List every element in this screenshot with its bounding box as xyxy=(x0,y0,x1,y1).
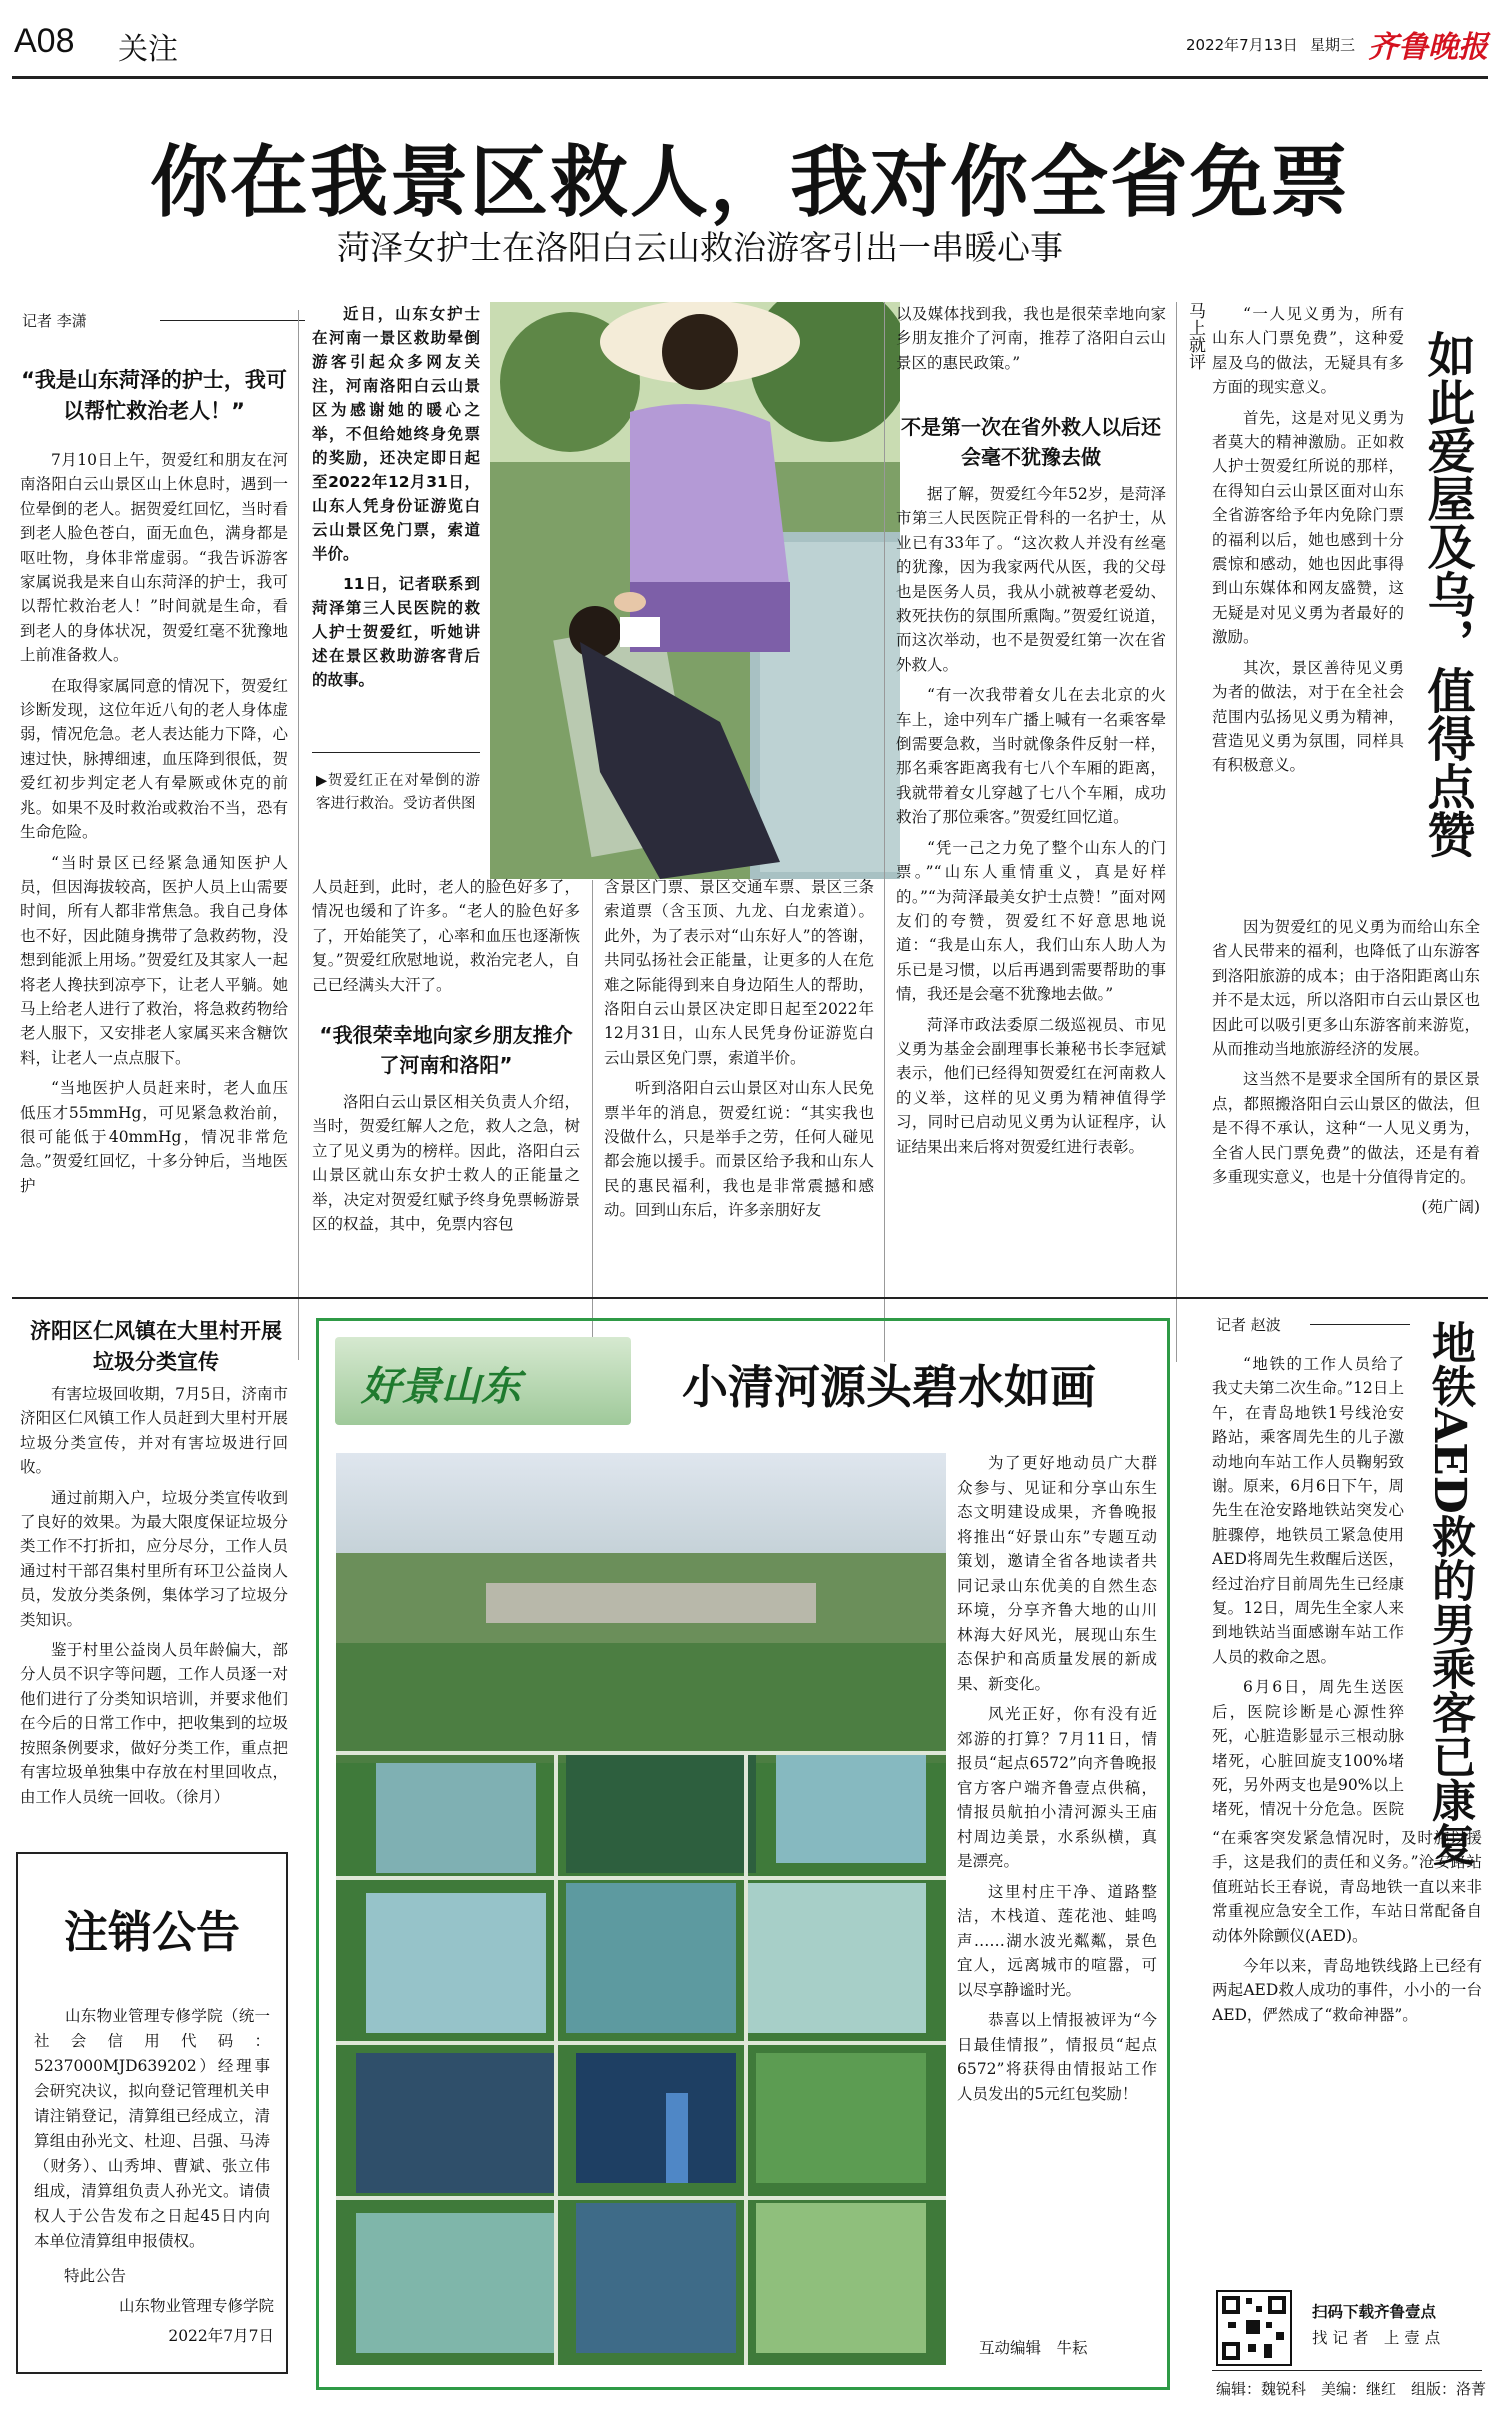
issue-weekday: 星期三 xyxy=(1310,36,1356,54)
main-col4-p2: 据了解，贺爱红今年52岁，是菏泽市第三人民医院正骨科的一名护士，从业已有33年了。“这次救人并没有丝毫的犹豫，因为我家两代从医，我的父母也是医务人员，我从小就被尊老爱幼、救死扶伤的氛围所熏陶。”贺爱红说道，而这次举动，也不是贺爱红第一次在省外救人。 xyxy=(896,485,1166,674)
scenery-headline: 小清河源头碧水如画 xyxy=(682,1360,1096,1414)
garbage-p1: 有害垃圾回收期，7月5日，济南市济阳区仁风镇工作人员赶到大里村开展垃圾分类宣传，并对有害垃圾进行回收。 xyxy=(20,1385,288,1477)
commentary-p3: 其次，景区善待见义勇为者的做法，对于在全社会范围内弘扬见义勇为精神，营造见义勇为氛围，同样具有积极意义。 xyxy=(1212,658,1404,775)
commentary-headline-text: 如此爱屋及乌，值得点赞 xyxy=(1419,330,1475,858)
commentary-p1: “一人见义勇为，所有山东人门票免费”，这种爱屋及乌的做法，无疑具有多方面的现实意义。 xyxy=(1212,305,1404,397)
notice-org: 山东物业管理专修学院 xyxy=(118,2297,274,2315)
scenery-p1: 为了更好地动员广大群众参与、见证和分享山东生态文明建设成果，齐鲁晚报将推出“好景山东”专题互动策划，邀请全省各地读者共同记录山东优美的自然生态环境，分享齐鲁大地的山川林海大好风光，展现山东生态保护和高质量发展的新成果、新变化。 xyxy=(957,1454,1157,1693)
upper-section-rule xyxy=(12,1297,1488,1299)
issue-date: 2022年7月13日 xyxy=(1186,36,1298,54)
scenery-box xyxy=(316,1318,1170,2390)
commentary-author: (苑广阔) xyxy=(1421,1198,1480,1217)
main-col1-p4: “当地医护人员赶来时，老人血压低压才55mmHg，可见紧急救治前，很可能低于40mmHg，情况非常危急。”贺爱红回忆，十多分钟后，当地医护 xyxy=(20,1079,288,1195)
scenery-logo-banner xyxy=(335,1337,631,1425)
qr-code-art xyxy=(1218,2292,1290,2364)
commentary-p5: 这当然不是要求全国所有的景区景点，都照搬洛阳白云山景区的做法，但是不得不承认，这种“一人见义勇为，全省人民门票免费”的做法，还是有着多重现实意义，也是十分值得肯定的。 xyxy=(1212,1070,1480,1187)
quote-heading: “我是山东菏泽的护士，我可以帮忙救治老人！” xyxy=(21,368,287,423)
col-divider-2 xyxy=(592,880,593,1360)
notice-box xyxy=(16,1852,288,2374)
scenery-p2: 风光正好，你有没有近郊游的打算？7月11日，情报员“起点6572”向齐鲁晚报官方客户端齐鲁壹点供稿，情报员航拍小清河源头王庙村周边美景，水系纵横，真是漂亮。 xyxy=(957,1705,1157,1870)
main-col4-p5: 菏泽市政法委原二级巡视员、市见义勇为基金会副理事长兼秘书长李冠斌表示，他们已经得知贺爱红在河南救人的义举，这样的见义勇为精神值得学习，同时已启动见义勇为认证程序，认证结果出来后将对贺爱红进行表彰。 xyxy=(896,1015,1166,1156)
main-col-2-top xyxy=(312,875,580,1010)
lead-p2: 11日，记者联系到菏泽第三人民医院的救人护士贺爱红，听她讲述在景区救助游客背后的故事。 xyxy=(312,575,480,689)
main-col4-p1: 以及媒体找到我，我也是很荣幸地向家乡朋友推介了河南，推荐了洛阳白云山景区的惠民政策。” xyxy=(896,305,1166,372)
main-col-3 xyxy=(604,875,874,1362)
garbage-headline: 济阳区仁风镇在大里村开展垃圾分类宣传 xyxy=(30,1319,282,1374)
main-col-4-top xyxy=(896,302,1166,402)
notice-date: 2022年7月7日 xyxy=(168,2327,274,2345)
lead-rule xyxy=(312,752,480,753)
commentary-label-text: 马上就评 xyxy=(1185,302,1205,370)
scenery-p4: 恭喜以上情报被评为“今日最佳情报”，情报员“起点6572”将获得由情报站工作人员发出的5元红包奖励！ xyxy=(957,2011,1157,2103)
rescue-photo xyxy=(490,302,900,879)
main-col1-p1: 7月10日上午，贺爱红和朋友在河南洛阳白云山景区山上休息时，遇到一位晕倒的老人。据贺爱红回忆，当时看到老人脸色苍白，面无血色，满身都是呕吐物，身体非常虚弱。“我告诉游客家属说我是来自山东菏泽的护士，我可以帮忙救治老人！”时间就是生命，看到老人的身体状况，贺爱红毫不犹豫地上前准备救人。 xyxy=(20,451,288,665)
qr-caption-1: 扫码下载齐鲁壹点 xyxy=(1312,2303,1437,2321)
section-label: 关注 xyxy=(118,32,178,67)
qr-code[interactable] xyxy=(1216,2290,1292,2366)
byline-rule xyxy=(160,320,305,321)
col-divider-3 xyxy=(884,302,885,1362)
footer-credits: 编辑：魏锐科 美编：继红 组版：洛菁 xyxy=(1216,2380,1487,2398)
main-col1-p3: “当时景区已经紧急通知医护人员，但因海拔较高，医护人员上山需要时间，所有人都非常焦急。我自己身体也不好，因此随身携带了急救药物，没想到能派上用场。”贺爱红及其家人一起将老人搀扶到凉亭下，让老人平躺。她马上给老人进行了救治，将急救药物给老人服下，又安排老人家属买来含糖饮料，让老人一点点服下。 xyxy=(20,853,288,1067)
notice-body: 山东物业管理专修学院（统一社会信用代码：5237000MJD639202）经理事会研究决议，拟向登记管理机关申请注销登记，清算组已经成立，清算组由孙光文、杜迎、吕强、马涛（财务）、山秀坤、曹斌、张立伟组成，清算组负责人孙光文。请债权人于公告发布之日起45日内向本单位清算组申报债权。 xyxy=(34,2007,270,2250)
aed-byline-rule xyxy=(1310,1324,1410,1325)
aed-byline: 记者 赵波 xyxy=(1216,1316,1281,1334)
rescue-photo-art xyxy=(490,302,900,879)
main-col3-p2: 听到洛阳白云山景区对山东人民免票半年的消息，贺爱红说：“其实我也没做什么，只是举手之劳，任何人碰见都会施以援手。而景区给予我和山东人民的惠民福利，我也是非常震撼和感动。回到山东后，许多亲朋好友 xyxy=(604,1079,874,1220)
newspaper-logo: 齐鲁晚报 xyxy=(1368,30,1488,65)
commentary-col-1 xyxy=(1212,302,1404,912)
aed-p2: 6月6日，周先生送医后，医院诊断是心源性猝死，心脏造影显示三根动脉堵死，心脏回旋支100%堵死，另外两支也是90%以上堵死，情况十分危急。医院 xyxy=(1212,1678,1404,1819)
aed-headline xyxy=(1410,1320,1480,1880)
aed-col-2 xyxy=(1212,1826,1482,2278)
header-rule xyxy=(12,76,1488,79)
commentary-headline xyxy=(1410,330,1480,930)
subhead-2: “我很荣幸地向家乡朋友推介了河南和洛阳” xyxy=(319,1023,573,1077)
aed-headline-text: 地铁AED救的男乘客已康复 xyxy=(1424,1320,1475,1866)
main-col1-p2: 在取得家属同意的情况下，贺爱红诊断发现，这位年近八旬的老人身体虚弱，情况危急。老人表达能力下降，心速过快，脉搏细速，血压降到很低，贺爱红初步判定老人有晕厥或休克的前兆。如果不及时救治或救治不当，恐有生命危险。 xyxy=(20,676,288,842)
aed-col-1 xyxy=(1212,1352,1404,1822)
notice-title: 注销公告 xyxy=(64,1907,240,1958)
aed-p3: “在乘客突发紧急情况时，及时施以援手，这是我们的责任和义务。”沧安路站值班站长王春说，青岛地铁一直以来非常重视应急安全工作，车站日常配备自动体外除颤仪(AED)。 xyxy=(1212,1829,1482,1945)
main-headline: 你在我景区救人，我对你全省免票 xyxy=(149,137,1350,228)
commentary-p2: 首先，这是对见义勇为者莫大的精神激励。正如救人护士贺爱红所说的那样，在得知白云山景区面对山东全省游客给予年内免除门票的福利以后，她也感到十分震惊和感动，她也因此事得到山东媒体和网友盛赞，这无疑是对见义勇为者最好的激励。 xyxy=(1212,408,1404,647)
photo-caption: ▶贺爱红正在对晕倒的游客进行救治。受访者供图 xyxy=(316,773,480,812)
lead-p1: 近日，山东女护士在河南一景区救助晕倒游客引起众多网友关注，河南洛阳白云山景区为感谢她的暖心之举，不但给她终身免票的奖励，还决定即日起至2022年12月31日，山东人凭身份证游览白云山景区免门票，索道半价。 xyxy=(312,305,480,563)
main-col-4-bottom xyxy=(896,482,1166,1362)
main-col4-p3: “有一次我带着女儿在去北京的火车上，途中列车广播上喊有一名乘客晕倒需要急救，当时就像条件反射一样，那名乘客距离我有七八个车厢的距离，我就带着女儿穿越了七八个车厢，成功救治了那位乘客。”贺爱红回忆道。 xyxy=(896,686,1166,827)
scenery-logo-text: 好景山东 xyxy=(361,1363,521,1410)
scenery-editor: 互动编辑 牛耘 xyxy=(979,2339,1088,2357)
scenery-body xyxy=(957,1451,1157,2331)
commentary-p4: 因为贺爱红的见义勇为而给山东全省人民带来的福利，也降低了山东游客到洛阳旅游的成本；由于洛阳距离山东并不是太远，所以洛阳市白云山景区也因此可以吸引更多山东游客前来游览，从而推动当地旅游经济的发展。 xyxy=(1212,918,1480,1059)
commentary-label xyxy=(1182,302,1204,370)
subhead-3: 不是第一次在省外救人以后还会毫不犹豫去做 xyxy=(901,415,1161,469)
notice-closing: 特此公告 xyxy=(64,2267,127,2285)
garbage-p3: 鉴于村里公益岗人员年龄偏大，部分人员不识字等问题，工作人员逐一对他们进行了分类知识培训，并要求他们在今后的日常工作中，把收集到的垃圾按照条例要求，做好分类工作，重点把有害垃圾单独集中存放在村里回收点，由工作人员统一回收。（徐月） xyxy=(20,1641,288,1806)
col-divider-4 xyxy=(1176,302,1177,1362)
main-col4-p4: “凭一己之力免了整个山东人的门票。”“山东人重情重义，真是好样的。”“为菏泽最美女护士点赞！”面对网友们的夸赞，贺爱红不好意思地说道：“我是山东人，我们山东人助人为乐已是习惯，以后再遇到需要帮助的事情，我还是会毫不犹豫地去做。” xyxy=(896,838,1166,1004)
main-col2-p2: 洛阳白云山景区相关负责人介绍，当时，贺爱红解人之危，救人之急，树立了见义勇为的榜样。因此，洛阳白云山景区就山东女护士救人的正能量之举，决定对贺爱红赋予终身免票畅游景区的权益，其中，免票内容包 xyxy=(312,1093,580,1234)
col-divider-1 xyxy=(298,310,299,1360)
lead-box xyxy=(312,302,480,732)
main-byline: 记者 李潇 xyxy=(22,312,87,330)
main-col3-p1: 含景区门票、景区交通车票、景区三条索道票（含玉顶、九龙、白龙索道）。此外，为了表示对“山东好人”的答谢，共同弘扬社会正能量，让更多的人在危难之际能得到来自身边陌生人的帮助，洛阳白云山景区决定即日起至2022年12月31日，山东人民凭身份证游览白云山景区免门票，索道半价。 xyxy=(604,878,874,1067)
aerial-photo-art xyxy=(336,1453,946,2365)
aerial-photo xyxy=(336,1453,946,2365)
qr-caption-2: 找 记 者 上 壹 点 xyxy=(1312,2329,1441,2347)
garbage-p2: 通过前期入户，垃圾分类宣传收到了良好的效果。为最大限度保证垃圾分类工作不打折扣，应分尽分，工作人员通过村干部召集村里所有环卫公益岗人员，发放分类条例，集体学习了垃圾分类知识。 xyxy=(20,1488,288,1629)
scenery-p3: 这里村庄干净、道路整洁，木栈道、莲花池、蛙鸣声……湖水波光粼粼，景色宜人，远离城市的喧嚣，可以尽享静谧时光。 xyxy=(957,1882,1157,1999)
main-subhead: 菏泽女护士在洛阳白云山救治游客引出一串暖心事 xyxy=(337,228,1063,267)
aed-p1: “地铁的工作人员给了我丈夫第二次生命。”12日上午，在青岛地铁1号线沧安路站，乘客周先生的儿子激动地向车站工作人员鞠躬致谢。原来，6月6日下午，周先生在沧安路地铁站突发心脏骤停，地铁员工紧急使用AED将周先生救醒后送医，经过治疗目前周先生已经康复。12日，周先生全家人来到地铁站当面感谢车站工作人员的救命之恩。 xyxy=(1212,1355,1404,1666)
main-col-1 xyxy=(20,448,288,1363)
qr-rule xyxy=(1212,2370,1482,2371)
garbage-body xyxy=(20,1382,288,1832)
page-number: A08 xyxy=(14,22,75,60)
main-col2-p1: 人员赶到，此时，老人的脸色好多了，情况也缓和了许多。“老人的脸色好多了，开始能笑了，心率和血压也逐渐恢复。”贺爱红欣慰地说，救治完老人，自己已经满头大汗了。 xyxy=(312,878,580,994)
aed-p4: 今年以来，青岛地铁线路上已经有两起AED救人成功的事件，小小的一台AED，俨然成了“救命神器”。 xyxy=(1212,1957,1482,2024)
